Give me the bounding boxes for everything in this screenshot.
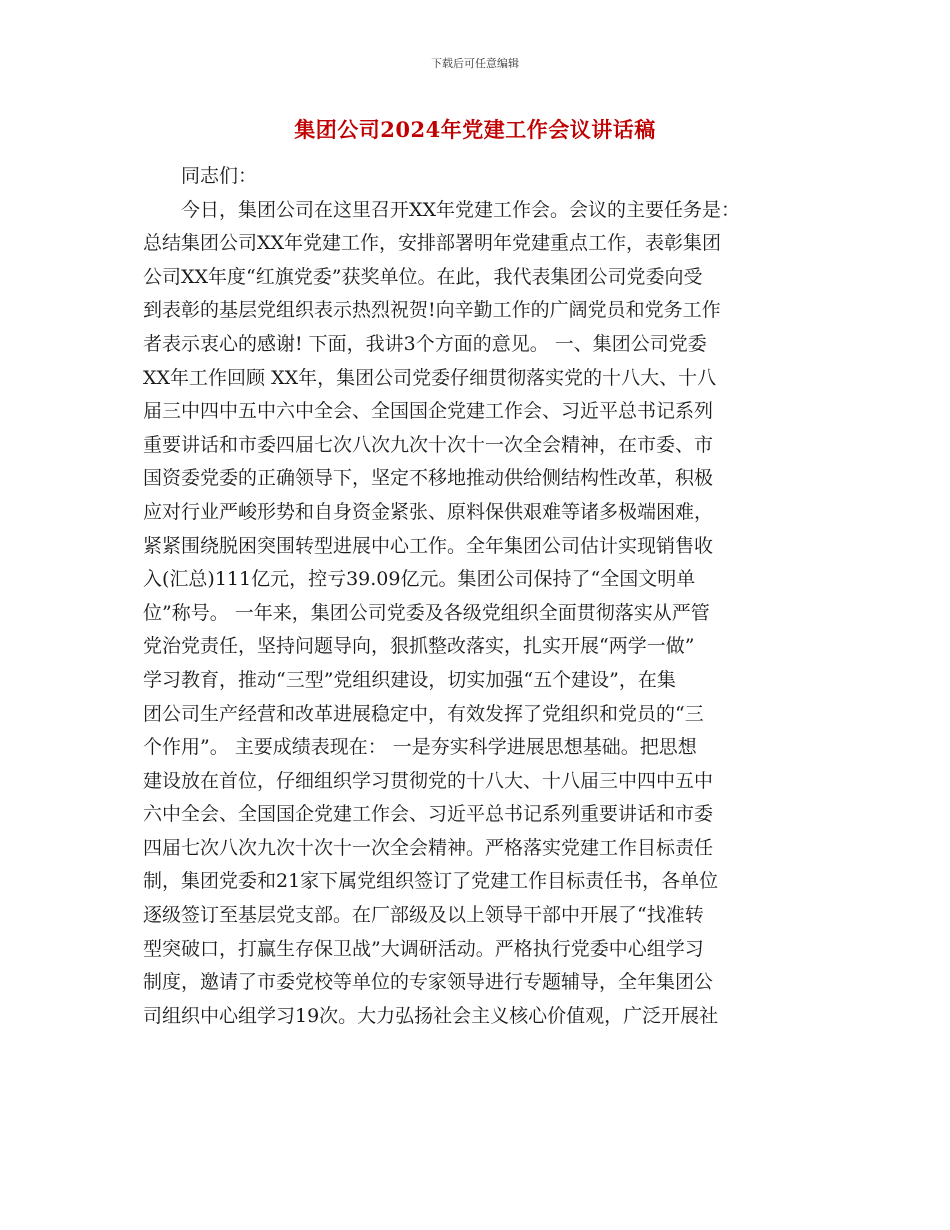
text-line: 制，集团党委和21家下属党组织签订了党建工作目标责任书，各单位 <box>143 870 719 893</box>
text-line: 今日，集团公司在这里召开XX年党建工作会。会议的主要任务是： <box>143 198 741 221</box>
text-line: 团公司生产经营和改革进展稳定中，有效发挥了党组织和党员的“三 <box>143 702 704 725</box>
header-note: 下载后可任意编辑 <box>431 57 519 70</box>
text-line: 制度，邀请了市委党校等单位的专家领导进行专题辅导，全年集团公 <box>143 971 714 994</box>
text-line: 学习教育，推动“三型”党组织建设，切实加强“五个建设”，在集 <box>143 668 676 691</box>
text-line: 型突破口，打赢生存保卫战”大调研活动。严格执行党委中心组学习 <box>143 937 704 960</box>
text-line: 应对行业严峻形势和自身资金紧张、原料保供艰难等诸多极端困难， <box>143 500 714 523</box>
text-line: 入(汇总)111亿元，控亏39.09亿元。集团公司保持了“全国文明单 <box>143 568 696 591</box>
text-line: 司组织中心组学习19次。大力弘扬社会主义核心价值观，广泛开展社 <box>143 1004 719 1027</box>
text-line: 逐级签订至基层党支部。在厂部级及以上领导干部中开展了“找准转 <box>143 904 704 927</box>
text-line: 六中全会、全国国企党建工作会、习近平总书记系列重要讲话和市委 <box>143 803 714 826</box>
text-line: 位”称号。 一年来，集团公司党委及各级党组织全面贯彻落实从严管 <box>143 601 710 624</box>
text-line: 公司XX年度“红旗党委”获奖单位。在此，我代表集团公司党委向受 <box>143 265 703 288</box>
text-line: 届三中四中五中六中全会、全国国企党建工作会、习近平总书记系列 <box>143 400 714 423</box>
text-line: 个作用”。 主要成绩表现在： 一是夯实科学进展思想基础。把思想 <box>143 736 697 759</box>
text-line: 者表示衷心的感谢! 下面，我讲3个方面的意见。 一、集团公司党委 <box>143 332 707 355</box>
text-line: 紧紧围绕脱困突围转型进展中心工作。全年集团公司估计实现销售收 <box>143 534 714 557</box>
text-line: 四届七次八次九次十次十一次全会精神。严格落实党建工作目标责任 <box>143 836 714 859</box>
text-line: 重要讲话和市委四届七次八次九次十次十一次全会精神，在市委、市 <box>143 433 714 456</box>
text-line: 党治党责任，坚持问题导向，狠抓整改落实，扎实开展“两学一做” <box>143 635 695 658</box>
text-line: XX年工作回顾 XX年，集团公司党委仔细贯彻落实党的十八大、十八 <box>143 366 717 389</box>
text-line: 建设放在首位，仔细组织学习贯彻党的十八大、十八届三中四中五中 <box>143 769 714 792</box>
document-body <box>143 160 813 1033</box>
text-line: 国资委党委的正确领导下，坚定不移地推动供给侧结构性改革，积极 <box>143 467 714 490</box>
text-line: 到表彰的基层党组织表示热烈祝贺!向辛勤工作的广阔党员和党务工作 <box>143 299 721 322</box>
document-title: 集团公司2024年党建工作会议讲话稿 <box>294 117 656 142</box>
text-line: 同志们： <box>143 165 258 187</box>
text-line: 总结集团公司XX年党建工作，安排部署明年党建重点工作，表彰集团 <box>143 232 722 255</box>
